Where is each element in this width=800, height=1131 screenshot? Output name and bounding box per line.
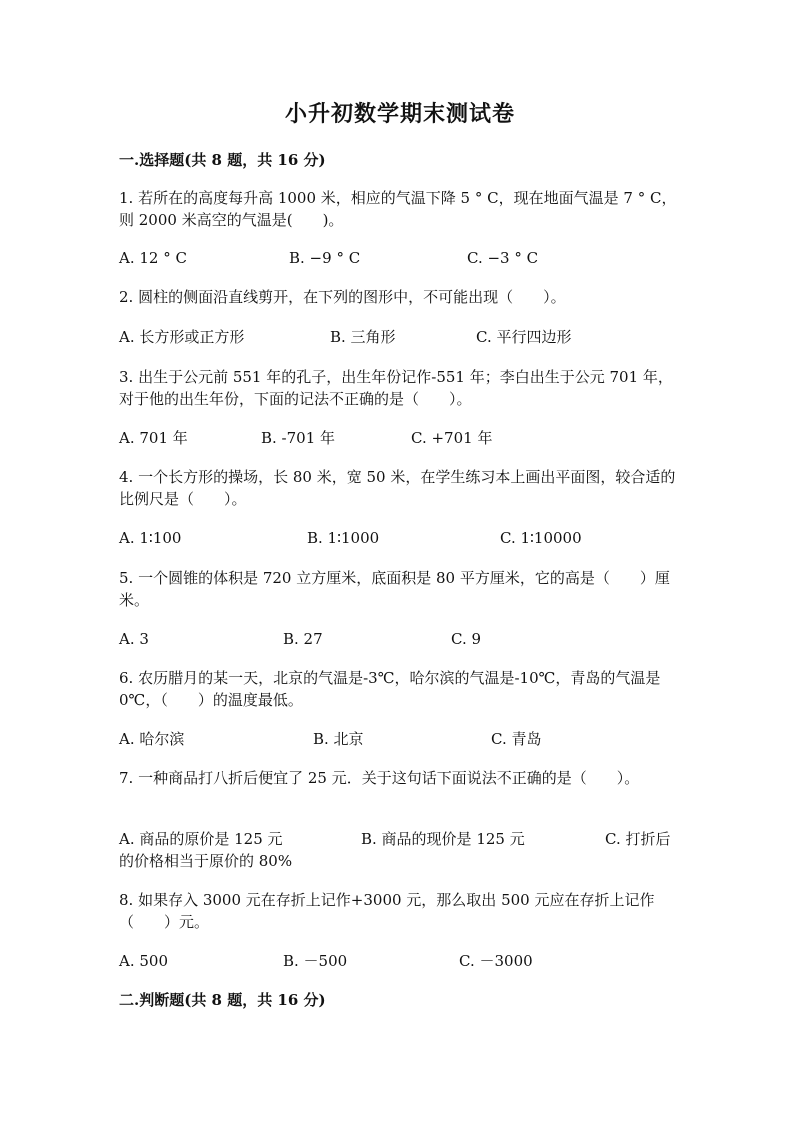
option-a[interactable]: A. 500 [119, 952, 168, 970]
options-3 [119, 427, 679, 449]
question-4: 4. 一个长方形的操场，长 80 米，宽 50 米，在学生练习本上画出平面图，较合适的比例尺是（ ）。 [119, 468, 676, 508]
option-a[interactable]: A. 701 年 [119, 429, 188, 447]
section-heading-choice: 一.选择题(共 8 题，共 16 分) [119, 151, 326, 169]
question-6: 6. 农历腊月的某一天，北京的气温是-3℃，哈尔滨的气温是-10℃，青岛的气温是 0℃，（ ）的温度最低。 [119, 669, 661, 709]
options-7 [119, 828, 679, 872]
option-c[interactable]: C. 9 [451, 630, 482, 648]
section-heading-judgement: 二.判断题(共 8 题，共 16 分) [119, 991, 326, 1009]
option-a[interactable]: A. 1∶100 [119, 529, 182, 547]
option-b[interactable]: B. 1∶1000 [307, 529, 380, 547]
option-a[interactable]: A. 商品的原价是 125 元 [119, 830, 283, 848]
option-b[interactable]: B. 北京 [313, 730, 364, 748]
page-title: 小升初数学期末测试卷 [284, 101, 515, 127]
question-2: 2. 圆柱的侧面沿直线剪开，在下列的图形中，不可能出现（ ）。 [119, 288, 566, 306]
option-b[interactable]: B. -701 年 [261, 429, 336, 447]
option-a[interactable]: A. 长方形或正方形 [119, 328, 245, 346]
option-b[interactable]: B. 商品的现价是 125 元 [361, 830, 525, 848]
question-7: 7. 一种商品打八折后便宜了 25 元．关于这句话下面说法不正确的是（ ）。 [119, 769, 640, 787]
options-5 [119, 628, 679, 650]
options-row [119, 828, 679, 850]
options-6 [119, 728, 679, 750]
option-a[interactable]: A. 哈尔滨 [119, 730, 185, 748]
option-c[interactable]: C. 平行四边形 [476, 328, 572, 346]
option-c-continued: 的价格相当于原价的 80% [119, 852, 293, 870]
option-b[interactable]: B. −9 ° C [289, 249, 361, 267]
question-1: 1. 若所在的高度每升高 1000 米，相应的气温下降 5 ° C，现在地面气温是 7 ° C，则 2000 米高空的气温是( )。 [119, 189, 677, 229]
option-c[interactable]: C. −3 ° C [467, 249, 539, 267]
option-b[interactable]: B. 三角形 [330, 328, 396, 346]
option-c[interactable]: C. 打折后 [605, 830, 671, 848]
options-4 [119, 527, 679, 549]
option-b[interactable]: B. －500 [283, 952, 348, 970]
option-c[interactable]: C. 1∶10000 [500, 529, 582, 547]
question-8: 8. 如果存入 3000 元在存折上记作+3000 元，那么取出 500 元应在存折上记作（ ）元。 [119, 891, 655, 931]
option-c[interactable]: C. 青岛 [491, 730, 542, 748]
option-c[interactable]: C. +701 年 [411, 429, 493, 447]
option-b[interactable]: B. 27 [283, 630, 323, 648]
options-2 [119, 326, 679, 348]
question-3: 3. 出生于公元前 551 年的孔子，出生年份记作-551 年；李白出生于公元 701 年，对于他的出生年份，下面的记法不正确的是（ ）。 [119, 368, 673, 408]
option-c[interactable]: C. －3000 [459, 952, 533, 970]
question-5: 5. 一个圆锥的体积是 720 立方厘米，底面积是 80 平方厘米，它的高是（ ）厘米。 [119, 569, 670, 609]
option-a[interactable]: A. 3 [119, 630, 149, 648]
options-8 [119, 950, 679, 972]
options-row-continued [119, 850, 679, 872]
option-a[interactable]: A. 12 ° C [119, 249, 187, 267]
options-1 [119, 247, 679, 269]
